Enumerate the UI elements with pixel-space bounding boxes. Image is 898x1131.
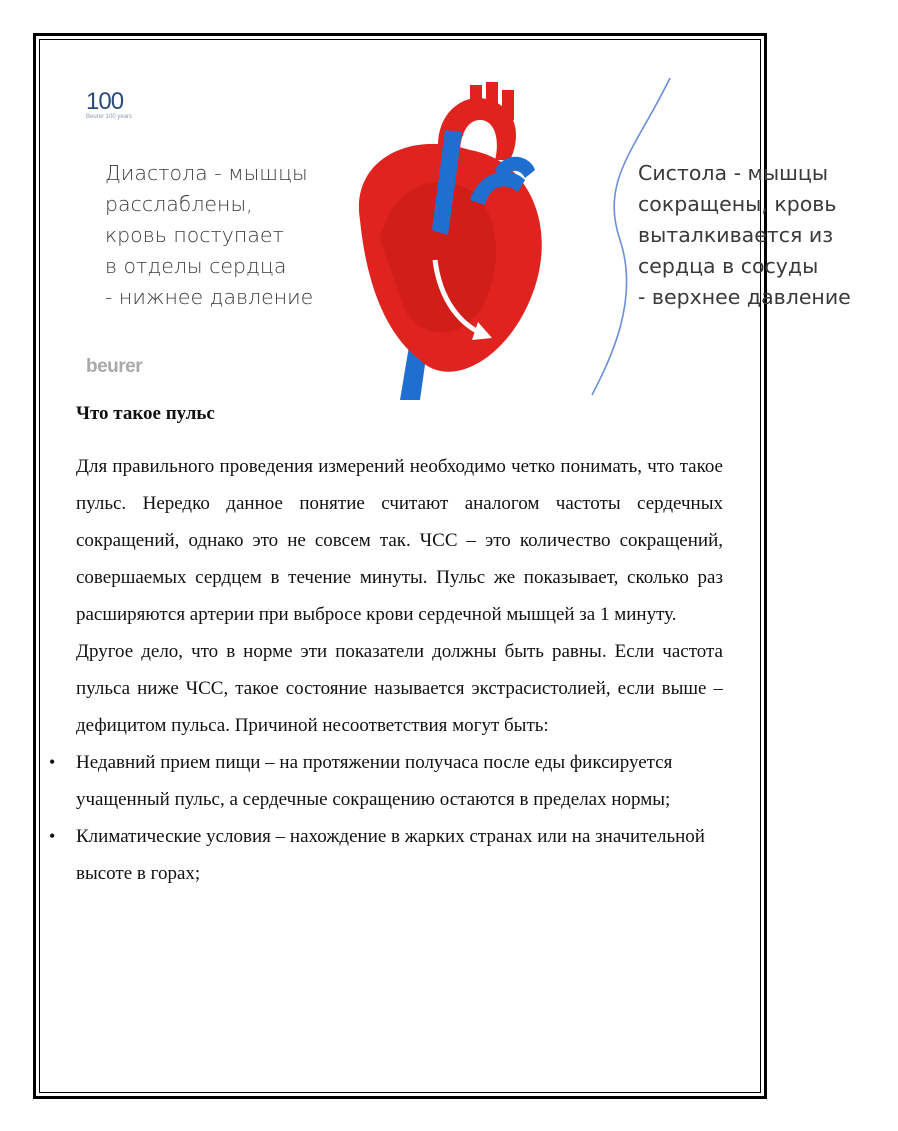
heart-image bbox=[320, 70, 550, 400]
bullet-icon: • bbox=[49, 752, 56, 772]
paragraph-2: Другое дело, что в норме эти показатели должны быть равны. Если частота пульса ниже ЧСС, такое состояние называется экстрасистолией, если выше – дефицитом пульса. Причиной несоответствия могут быть: bbox=[76, 641, 723, 736]
list-item bbox=[49, 744, 723, 818]
beurer-logo: beurer bbox=[86, 356, 143, 377]
causes-list bbox=[49, 744, 723, 892]
article-body bbox=[49, 400, 723, 892]
bullet-icon: • bbox=[49, 826, 56, 846]
list-item-text: Недавний прием пищи – на протяжении получаса после еды фиксируется учащенный пульс, а сердечные сокращению остаются в пределах нормы; bbox=[76, 752, 673, 810]
logo-100: 100 bbox=[86, 88, 124, 115]
paragraph-1: Для правильного проведения измерений необходимо четко понимать, что такое пульс. Нередко данное понятие считают аналогом частоты сердечных сокращений, однако это не совсем так. ЧСС – это количество сокращений, совершаемых сердцем в течение минуты. Пульс же показывает, сколько раз расширяются артерии при выбросе крови сердечной мышцей за 1 минуту. bbox=[76, 456, 723, 625]
systole-caption: Систола - мышцы сокращены, кровь выталкивается из сердца в сосуды - верхнее давление bbox=[638, 161, 851, 309]
logo-100-caption: Beurer 100 years bbox=[86, 114, 133, 120]
heart-illustration bbox=[40, 40, 851, 395]
diastole-caption: Диастола - мышцы расслаблены, кровь поступает в отделы сердца - нижнее давление bbox=[105, 161, 314, 309]
article-heading: Что такое пульс bbox=[76, 403, 215, 424]
list-item-text: Климатические условия – нахождение в жарких странах или на значительной высоте в горах; bbox=[76, 826, 705, 884]
list-item bbox=[49, 818, 723, 892]
